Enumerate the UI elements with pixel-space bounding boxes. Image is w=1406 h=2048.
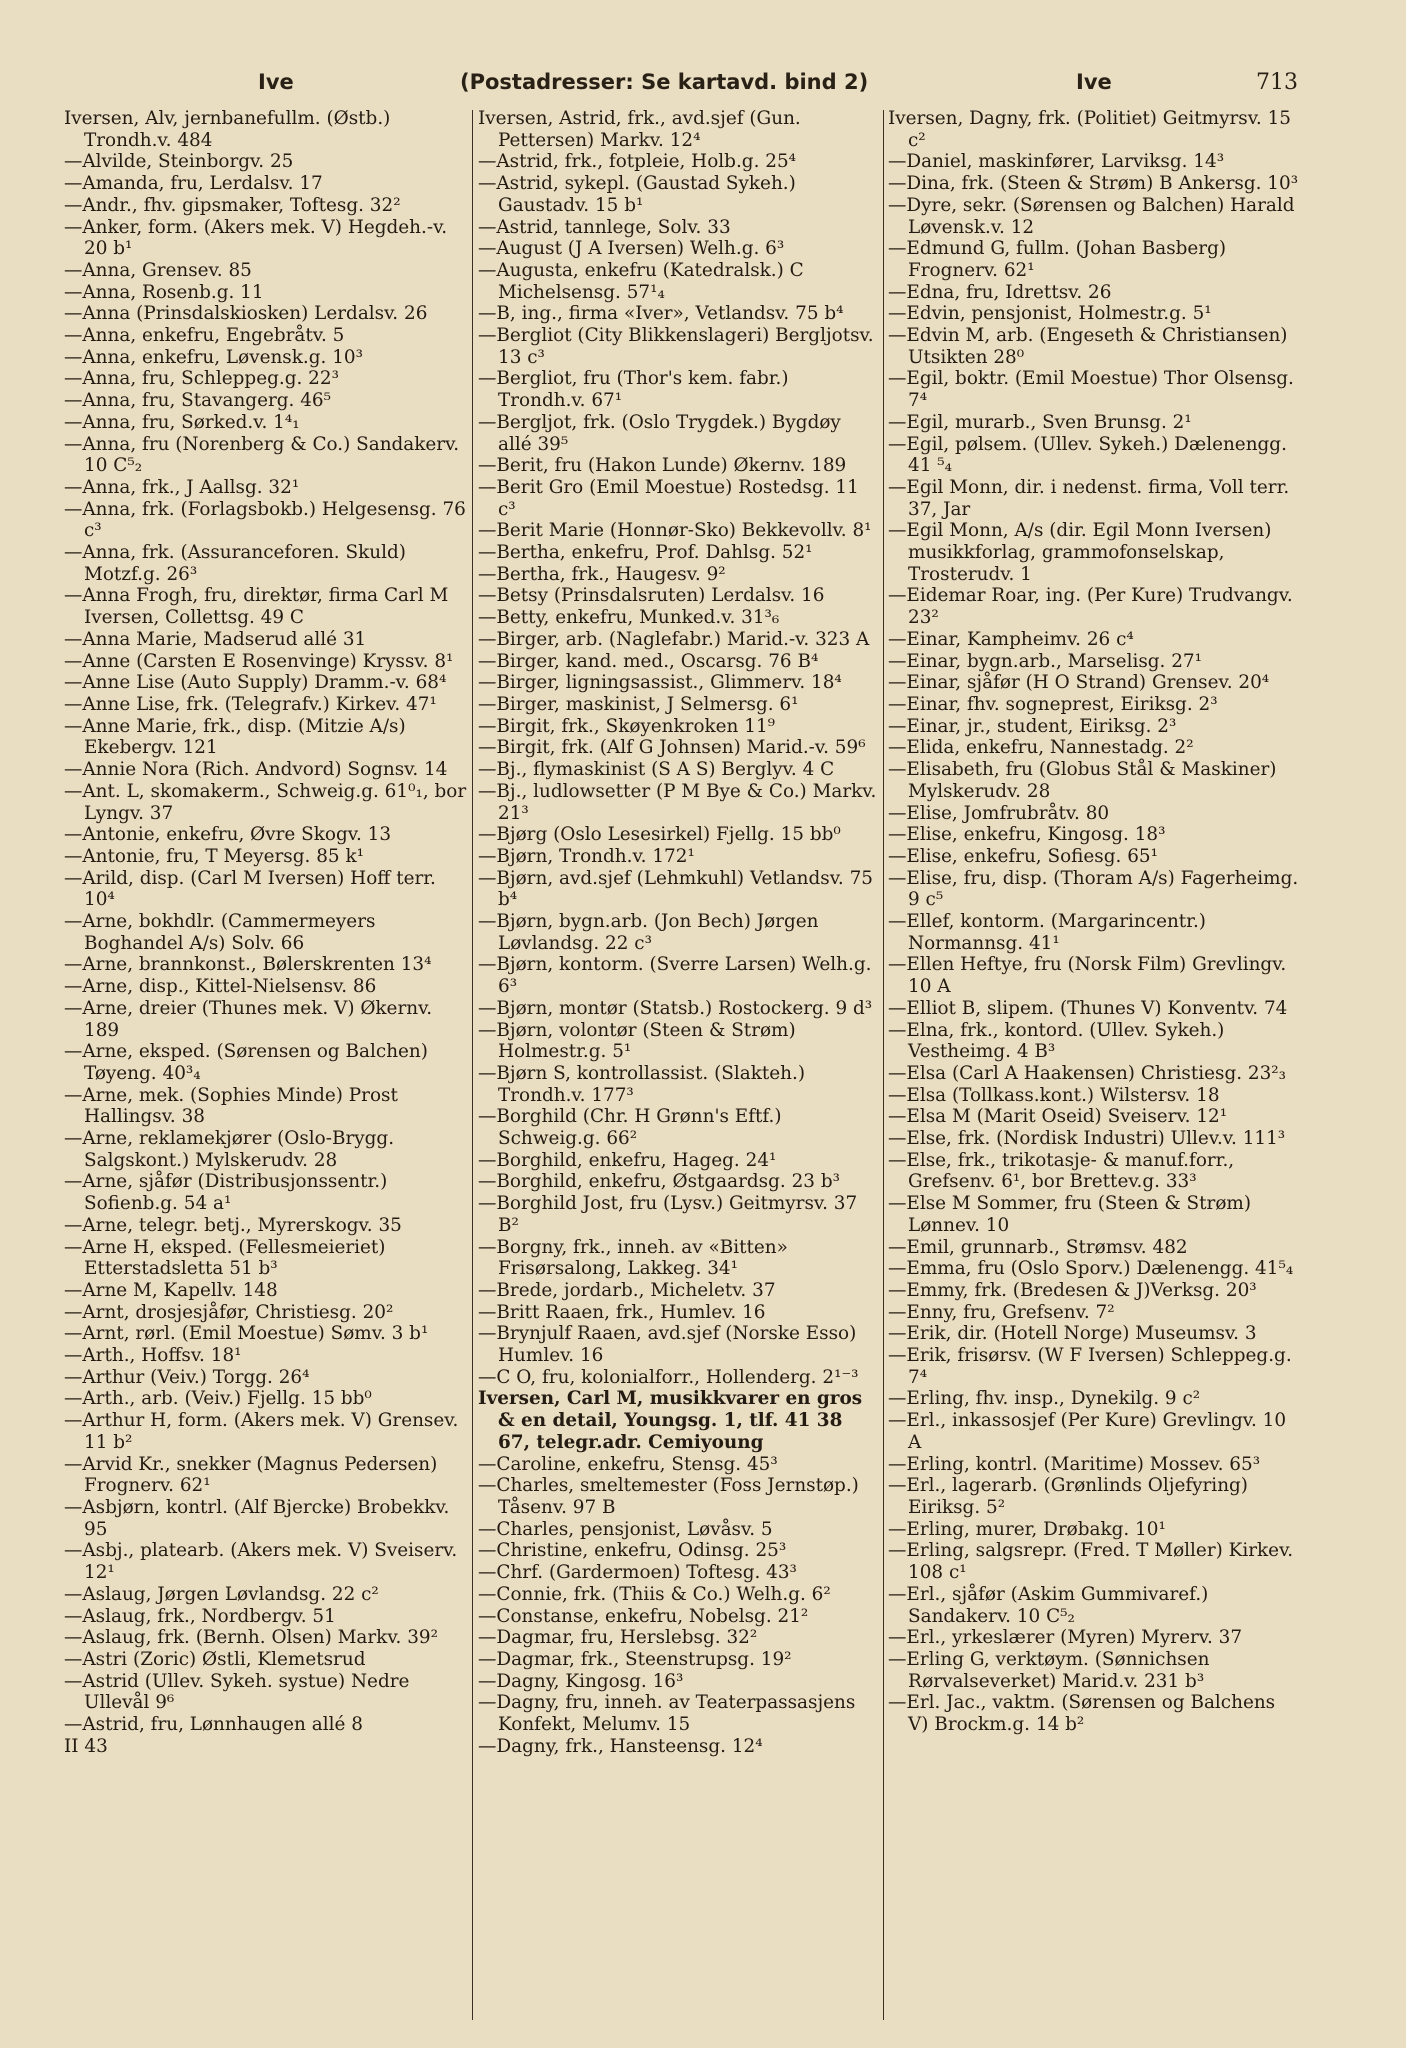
directory-entry: —Arth., arb. (Veiv.) Fjellg. 15 bb⁰ [64,1388,372,1410]
directory-entry: —Brynjulf Raaen, avd.sjef (Norske Esso) Humlev. 16 [478,1323,857,1367]
directory-entry: —Egil, pølsem. (Ullev. Sykeh.) Dælenengg. 41 ⁵₄ [888,433,1287,477]
directory-entry: —Egil, boktr. (Emil Moestue) Thor Olsensg. 7⁴ [888,368,1294,412]
directory-entry: —Egil Monn, dir. i nedenst. firma, Voll terr. 37, Jar [888,476,1290,520]
directory-entry: —Elsa M (Marit Oseid) Sveiserv. 12¹ [888,1106,1228,1128]
directory-entry: —Birgit, frk. (Alf G Johnsen) Marid.-v. 59⁶ [478,737,866,759]
directory-entry: —Arne H, eksped. (Fellesmeieriet) Etterstadsletta 51 b³ [64,1236,386,1280]
directory-entry: II 43 [64,1735,108,1757]
directory-entry: —Bjørn, montør (Statsb.) Rostockerg. 9 d³ [478,997,873,1019]
directory-entry: —Erling G, verktøym. (Sønnichsen Rørvalseverket) Marid.v. 231 b³ [888,1648,1210,1692]
directory-entry: —Edna, fru, Idrettsv. 26 [888,281,1112,303]
directory-entry: —Brede, jordarb., Micheletv. 37 [478,1279,776,1301]
directory-entry: —Astrid, fru, Lønnhaugen allé 8 [64,1714,363,1736]
directory-entry: —Borgny, frk., inneh. av «Bitten» Frisørsalong, Lakkeg. 34¹ [478,1236,788,1280]
directory-entry: —Britt Raaen, frk., Humlev. 16 [478,1301,766,1323]
directory-entry: —Ellef, kontorm. (Margarincentr.) Normannsg. 41¹ [888,911,1206,954]
directory-entry: —Elisabeth, fru (Globus Stål & Maskiner) Mylskerudv. 28 [888,759,1277,802]
directory-entry: —Anne Lise, frk. (Telegrafv.) Kirkev. 47¹ [64,693,437,715]
directory-entry: —Anna, fru, Schleppeg.g. 22³ [64,368,339,390]
directory-entry: —Bergliot, fru (Thor's kem. fabr.) Trondh.v. 67¹ [478,368,789,412]
directory-entry: —Erl., yrkeslærer (Myren) Myrerv. 37 [888,1627,1243,1649]
directory-entry: —Anna, fru (Norenberg & Co.) Sandakerv. 10 C⁵₂ [64,433,460,477]
directory-entry: —Arvid Kr., snekker (Magnus Pedersen) Frognerv. 62¹ [64,1453,438,1497]
directory-entry: —Dina, frk. (Steen & Strøm) B Ankersg. 10³ [888,173,1299,195]
directory-entry: —Einar, fhv. sogneprest, Eiriksg. 2³ [888,693,1218,715]
page-header [0,70,1406,104]
directory-entry: —Einar, bygn.arb., Marselisg. 27¹ [888,650,1203,672]
directory-entry: —Enny, fru, Grefsenv. 7² [888,1301,1115,1323]
directory-entry: —Emil, grunnarb., Strømsv. 482 [888,1236,1188,1258]
directory-entry: —Arne, telegr. betj., Myrerskogv. 35 [64,1214,402,1236]
directory-entry: —Annie Nora (Rich. Andvord) Sognsv. 14 [64,759,448,781]
directory-entry: —Andr., fhv. gipsmaker, Toftesg. 32² [64,194,401,216]
directory-entry: —Dyre, sekr. (Sørensen og Balchen) Harald Løvensk.v. 12 [888,194,1295,238]
directory-entry: —Anna, frk., J Aallsg. 32¹ [64,476,300,498]
directory-entry: —B, ing., firma «Iver», Vetlandsv. 75 b⁴ [478,303,844,325]
directory-entry: —Bj., ludlowsetter (P M Bye & Co.) Markv. 21³ [478,780,877,824]
directory-entry: —Anna, Grensev. 85 [64,259,252,281]
directory-entry: —Einar, sjåfør (H O Strand) Grensev. 20⁴ [888,672,1270,694]
directory-entry: —Arne, mek. (Sophies Minde) Prost Hallingsv. 38 [64,1084,398,1128]
directory-entry: —Bj., flymaskinist (S A S) Berglyv. 4 C [478,759,835,781]
directory-entry: —Astrid, frk., fotpleie, Holb.g. 25⁴ [478,151,797,173]
directory-entry: —Erling, murer, Drøbakg. 10¹ [888,1518,1166,1540]
directory-entry: —Elliot B, slipem. (Thunes V) Konventv. 74 [888,997,1288,1019]
directory-entry: —Bergliot (City Blikkenslageri) Bergljotsv. 13 c³ [478,325,874,368]
directory-entry: —Anne Lise (Auto Supply) Dramm.-v. 68⁴ [64,672,447,694]
directory-entry: —Borghild Jost, fru (Lysv.) Geitmyrsv. 37 B² [478,1193,858,1236]
directory-entry: —Anna Frogh, fru, direktør, firma Carl M Iversen, Collettsg. 49 C [64,585,449,629]
directory-entry: —Erl., sjåfør (Askim Gummivaref.) Sandakerv. 10 C⁵₂ [888,1583,1209,1627]
directory-entry: —Astri (Zoric) Østli, Klemetsrud [64,1648,366,1670]
directory-entry: —Astrid, tannlege, Solv. 33 [478,216,731,238]
directory-entry: —Erl. Jac., vaktm. (Sørensen og Balchens V) Brockm.g. 14 b² [888,1692,1276,1736]
directory-entry: —Ellen Heftye, fru (Norsk Film) Grevlingv. 10 A [888,954,1287,998]
directory-entry: —Birgit, frk., Skøyenkroken 11⁹ [478,715,776,737]
right-guide-word: Ive [1076,70,1112,94]
directory-entry: —Astrid (Ullev. Sykeh. systue) Nedre Ullevål 9⁶ [64,1670,410,1714]
directory-entry: —Edvin M, arb. (Engeseth & Christiansen) Utsikten 28⁰ [888,325,1288,368]
directory-entry: —Arth., Hoffsv. 18¹ [64,1345,242,1367]
directory-entry: —Bertha, frk., Haugesv. 9² [478,563,726,585]
directory-entry: —Augusta, enkefru (Katedralsk.) C Michelsensg. 57¹₄ [478,259,804,303]
directory-entry: —Bertha, enkefru, Prof. Dahlsg. 52¹ [478,542,813,564]
directory-entry: —Arne, dreier (Thunes mek. V) Økernv. 189 [64,997,433,1041]
directory-entry: —Else, frk. (Nordisk Industri) Ullev.v. 111³ [888,1128,1286,1150]
directory-entry: —Christine, enkefru, Odinsg. 25³ [478,1540,787,1562]
directory-entry: —Emmy, frk. (Bredesen & J)Verksg. 20³ [888,1279,1257,1301]
directory-entry: —Arthur (Veiv.) Torgg. 26⁴ [64,1366,310,1388]
directory-entry: —Dagmar, frk., Steenstrupsg. 19² [478,1648,792,1670]
directory-entry: —Anna, enkefru, Engebråtv. 5 [64,325,345,347]
directory-entry: —Dagny, Kingosg. 16³ [478,1670,684,1692]
column-3 [888,108,1300,2028]
directory-entry: —Bjørn S, kontrollassist. (Slakteh.) Trondh.v. 177³ [478,1062,806,1106]
directory-entry: —Einar, Kampheimv. 26 c⁴ [888,628,1134,650]
directory-entry: —Berit, fru (Hakon Lunde) Økernv. 189 [478,455,847,477]
directory-entry: —Arne, eksped. (Sørensen og Balchen) Tøyeng. 40³₄ [64,1041,428,1084]
directory-entry: —Aslaug, Jørgen Løvlandsg. 22 c² [64,1583,379,1605]
directory-entry: —Elsa (Carl A Haakensen) Christiesg. 23²₃ [888,1062,1287,1084]
directory-entry: —Betty, enkefru, Munked.v. 31³₆ [478,607,780,629]
postal-note: (Postadresser: Se kartavd. bind 2) [460,70,869,94]
directory-entry: —Bjørn, bygn.arb. (Jon Bech) Jørgen Løvlandsg. 22 c³ [478,911,819,954]
column-2 [478,108,880,2028]
directory-entry: —Antonie, fru, T Meyersg. 85 k¹ [64,845,364,867]
left-guide-word: Ive [258,70,294,94]
directory-entry: Iversen, Carl M, musikkvarer en gros & en detail, Youngsg. 1, tlf. 41 38 67, telegr.adr. Cemiyoung [478,1388,863,1453]
directory-entry: —Amanda, fru, Lerdalsv. 17 [64,173,323,195]
directory-entry: —Elise, enkefru, Kingosg. 18³ [888,824,1166,846]
directory-entry: —Anker, form. (Akers mek. V) Hegdeh.-v. 20 b¹ [64,216,448,260]
directory-entry: —Asbjørn, kontrl. (Alf Bjercke) Brobekkv. 95 [64,1497,450,1540]
directory-entry: —Arild, disp. (Carl M Iversen) Hoff terr. 10⁴ [64,867,436,911]
directory-entry: —Bjørn, kontorm. (Sverre Larsen) Welh.g. 6³ [478,954,872,998]
directory-entry: —Erling, fhv. insp., Dynekilg. 9 c² [888,1388,1201,1410]
directory-entry: —Aslaug, frk. (Bernh. Olsen) Markv. 39² [64,1627,438,1649]
directory-entry: —Aslaug, frk., Nordbergv. 51 [64,1605,336,1627]
directory-entry: —Elise, fru, disp. (Thoram A/s) Fagerheimg. 9 c⁵ [888,867,1299,911]
directory-entry: —Astrid, sykepl. (Gaustad Sykeh.) Gaustadv. 15 b¹ [478,173,796,216]
directory-entry: —Erl., lagerarb. (Grønlinds Oljefyring) Eiriksg. 5² [888,1475,1248,1518]
directory-entry: —Charles, pensjonist, Løvåsv. 5 [478,1518,773,1540]
directory-entry: —Asbj., platearb. (Akers mek. V) Sveiserv. 12¹ [64,1540,458,1584]
directory-entry: —Constanse, enkefru, Nobelsg. 21² [478,1605,809,1627]
directory-entry: —Berit Gro (Emil Moestue) Rostedsg. 11 c³ [478,476,859,520]
directory-entry: —Else M Sommer, fru (Steen & Strøm) Lønnev. 10 [888,1193,1252,1236]
directory-entry: —Elise, Jomfrubråtv. 80 [888,802,1110,824]
directory-entry: —Erling, salgsrepr. (Fred. T Møller) Kirkev. 108 c¹ [888,1540,1294,1584]
directory-entry: —Edvin, pensjonist, Holmestr.g. 5¹ [888,303,1212,325]
directory-entry: —August (J A Iversen) Welh.g. 6³ [478,238,785,260]
column-divider-2 [883,110,884,2020]
directory-entry: —Anna, Rosenb.g. 11 [64,281,264,303]
directory-entry: —Betsy (Prinsdalsruten) Lerdalsv. 16 [478,585,825,607]
directory-entry: —Arne, brannkonst., Bølerskrenten 13⁴ [64,954,432,976]
directory-entry: —Borghild, enkefru, Hageg. 24¹ [478,1149,777,1171]
directory-entry: —Dagny, frk., Hansteensg. 12⁴ [478,1735,763,1757]
directory-entry: —Arnt, drosjesjåfør, Christiesg. 20² [64,1301,394,1323]
column-divider-1 [472,110,473,2020]
directory-entry: —Ant. L, skomakerm., Schweig.g. 61⁰₁, bor Lyngv. 37 [64,780,467,824]
directory-entry: —Chrf. (Gardermoen) Toftesg. 43³ [478,1562,797,1584]
directory-entry: —Elsa (Tollkass.kont.) Wilstersv. 18 [888,1084,1220,1106]
directory-entry: —Dagny, fru, inneh. av Teaterpassasjens Konfekt, Melumv. 15 [478,1692,856,1736]
directory-entry: —Anna, frk. (Assuranceforen. Skuld) Motzf.g. 26³ [64,542,406,585]
page-number: 713 [1256,70,1298,95]
directory-entry: —Borghild, enkefru, Østgaardsg. 23 b³ [478,1171,840,1193]
directory-entry: —Bergljot, frk. (Oslo Trygdek.) Bygdøy allé 39⁵ [478,411,841,455]
directory-entry: Iversen, Alv, jernbanefullm. (Østb.) Trondh.v. 484 [64,108,391,151]
directory-entry: —Arne, bokhdlr. (Cammermeyers Boghandel A/s) Solv. 66 [64,911,376,954]
directory-entry: Iversen, Astrid, frk., avd.sjef (Gun. Pettersen) Markv. 12⁴ [478,108,801,151]
directory-entry: —Bjørn, Trondh.v. 172¹ [478,845,695,867]
directory-entry: —Antonie, enkefru, Øvre Skogv. 13 [64,824,392,846]
directory-entry: —Bjørn, avd.sjef (Lehmkuhl) Vetlandsv. 75 b⁴ [478,867,874,911]
directory-entry: —Arthur H, form. (Akers mek. V) Grensev. 11 b² [64,1410,459,1453]
directory-entry: —Borghild (Chr. H Grønn's Eftf.) Schweig.g. 66² [478,1106,782,1150]
directory-entry: —Birger, arb. (Naglefabr.) Marid.-v. 323 A [478,628,870,650]
directory-entry: —Erik, dir. (Hotell Norge) Museumsv. 3 [888,1323,1257,1345]
directory-entry: —Dagmar, fru, Herslebsg. 32² [478,1627,758,1649]
directory-entry: —Daniel, maskinfører, Larviksg. 14³ [888,151,1225,173]
directory-entry: —Caroline, enkefru, Stensg. 45³ [478,1453,778,1475]
directory-entry: —Anne Marie, frk., disp. (Mitzie A/s) Ekebergv. 121 [64,715,406,759]
directory-entry: —Edmund G, fullm. (Johan Basberg) Frognerv. 62¹ [888,238,1227,281]
directory-entry: —Else, frk., trikotasje- & manuf.forr., Grefsenv. 6¹, bor Brettev.g. 33³ [888,1149,1235,1193]
directory-entry: —Birger, maskinist, J Selmersg. 6¹ [478,693,799,715]
directory-entry: —Elise, enkefru, Sofiesg. 65¹ [888,845,1158,867]
directory-entry: —Birger, ligningsassist., Glimmerv. 18⁴ [478,672,842,694]
directory-entry: —Anna, fru, Stavangerg. 46⁵ [64,390,331,412]
directory-entry: —C O, fru, kolonialforr., Hollenderg. 2¹⁻³ [478,1366,859,1388]
directory-entry: —Anna Marie, Madserud allé 31 [64,628,367,650]
directory-entry: —Anna (Prinsdalskiosken) Lerdalsv. 26 [64,303,428,325]
directory-entry: —Anna, frk. (Forlagsbokb.) Helgesensg. 76 c³ [64,498,466,542]
directory-entry: —Erling, kontrl. (Maritime) Mossev. 65³ [888,1453,1261,1475]
directory-entry: —Elida, enkefru, Nannestadg. 2² [888,737,1194,759]
directory-entry: —Arne M, Kapellv. 148 [64,1279,278,1301]
directory-entry: —Erl., inkassosjef (Per Kure) Grevlingv. 10 A [888,1410,1287,1453]
column-1 [64,108,468,2028]
directory-entry: —Erik, frisørsv. (W F Iversen) Schleppeg.g. 7⁴ [888,1345,1292,1388]
directory-entry: Iversen, Dagny, frk. (Politiet) Geitmyrsv. 15 c² [888,108,1291,151]
directory-entry: —Charles, smeltemester (Foss Jernstøp.) Tåsenv. 97 B [478,1475,859,1518]
directory-entry: —Arne, reklamekjører (Oslo-Brygg. Salgskont.) Mylskerudv. 28 [64,1128,395,1171]
directory-entry: —Egil Monn, A/s (dir. Egil Monn Iversen) musikkforlag, grammofonselskap, Trosterudv. 1 [888,520,1272,585]
directory-entry: —Birger, kand. med., Oscarsg. 76 B⁴ [478,650,819,672]
directory-entry: —Bjørg (Oslo Lesesirkel) Fjellg. 15 bb⁰ [478,824,841,846]
directory-entry: —Arne, sjåfør (Distribusjonssentr.) Sofienb.g. 54 a¹ [64,1171,388,1215]
directory-entry: —Emma, fru (Oslo Sporv.) Dælenengg. 41⁵₄ [888,1258,1294,1280]
directory-entry: —Elna, frk., kontord. (Ullev. Sykeh.) Vestheimg. 4 B³ [888,1019,1225,1063]
directory-entry: —Anna, fru, Sørked.v. 1⁴₁ [64,411,300,433]
directory-entry: —Berit Marie (Honnør-Sko) Bekkevollv. 8¹ [478,520,872,542]
directory-entry: —Einar, jr., student, Eiriksg. 2³ [888,715,1177,737]
directory-entry: —Anne (Carsten E Rosenvinge) Kryssv. 8¹ [64,650,454,672]
directory-entry: —Alvilde, Steinborgv. 25 [64,151,294,173]
directory-entry: —Egil, murarb., Sven Brunsg. 2¹ [888,411,1192,433]
directory-entry: —Bjørn, volontør (Steen & Strøm) Holmestr.g. 5¹ [478,1019,796,1063]
directory-entry: —Arne, disp., Kittel-Nielsensv. 86 [64,976,377,998]
directory-entry: —Eidemar Roar, ing. (Per Kure) Trudvangv. 23² [888,585,1293,629]
directory-entry: —Arnt, rørl. (Emil Moestue) Sømv. 3 b¹ [64,1323,429,1345]
directory-entry: —Anna, enkefru, Løvensk.g. 10³ [64,346,363,368]
directory-entry: —Connie, frk. (Thiis & Co.) Welh.g. 6² [478,1583,831,1605]
